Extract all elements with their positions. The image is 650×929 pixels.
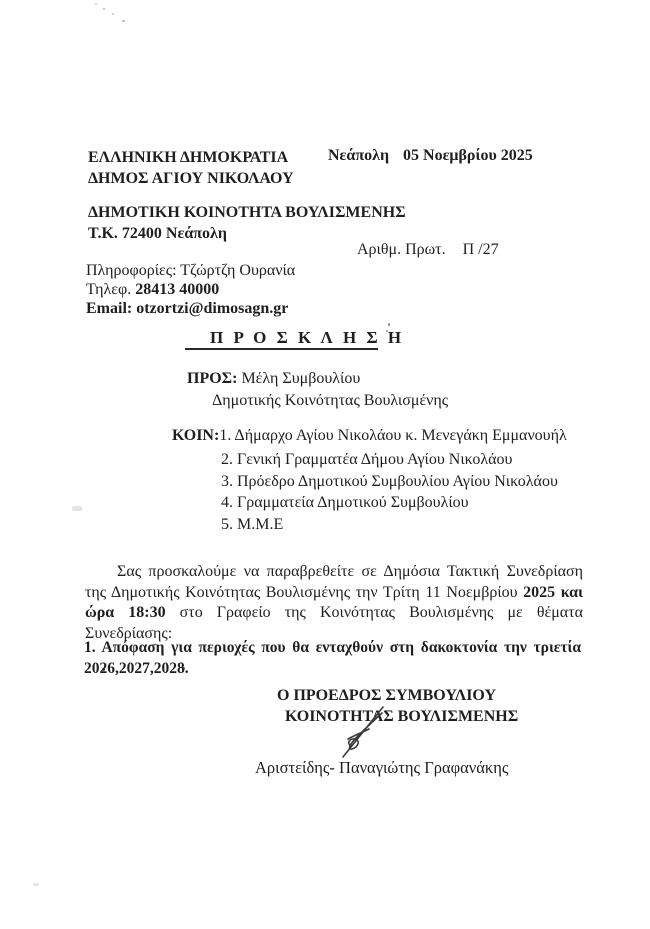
to-recipient-line2: Δημοτικής Κοινότητας Βουλισμένης <box>212 391 449 409</box>
phone-label: Τηλεφ. <box>86 281 132 298</box>
cc-label: ΚΟΙΝ: <box>172 427 220 444</box>
invitation-text-part2: στο Γραφείο της Κοινότητας Βουλισμένης με θέματα Συνεδρίασης: <box>85 604 584 642</box>
scan-artifact <box>72 506 82 511</box>
cc-item: 5. Μ.Μ.Ε <box>221 515 284 533</box>
letterhead <box>88 147 294 189</box>
scan-artifact <box>388 323 390 326</box>
contact-block <box>86 261 295 318</box>
contact-info-line: Πληροφορίες: Τζώρτζη Ουρανία <box>86 262 296 279</box>
signature-role-line1: Ο ΠΡΟΕΔΡΟΣ ΣΥΜΒΟΥΛΙΟΥ <box>277 687 497 704</box>
document-title: Π Ρ Ο Σ Κ Λ Η Σ Η <box>210 328 405 347</box>
protocol-line <box>357 241 499 259</box>
cc-item: 2. Γενική Γραμματέα Δήμου Αγίου Νικολάου <box>221 451 513 468</box>
scan-artifact <box>95 3 97 5</box>
to-recipient-line1: Μέλη Συμβουλίου <box>241 370 361 387</box>
date-value: 05 Νοεμβρίου 2025 <box>403 147 533 164</box>
cc-item: 3. Πρόεδρο Δημοτικού Συμβουλίου Αγίου Νικολάου <box>221 472 558 490</box>
cc-line1 <box>172 427 567 445</box>
invitation-paragraph <box>85 562 583 644</box>
scan-artifact <box>33 883 39 886</box>
to-line1 <box>187 368 448 390</box>
title-underline <box>185 348 378 350</box>
scan-artifact <box>122 20 125 22</box>
phone-value: 28413 40000 <box>135 281 220 298</box>
date-line <box>328 147 533 165</box>
department-name: ΔΗΜΟΤΙΚΗ ΚΟΙΝΟΤΗΤΑ ΒΟΥΛΙΣΜΕΝΗΣ <box>88 204 406 221</box>
scan-artifact <box>112 13 114 15</box>
to-block <box>187 368 448 411</box>
invitation-text-bold: 2025 και ώρα 18:30 <box>85 583 584 621</box>
signature-role <box>277 686 518 727</box>
signature-role-line2: ΚΟΙΝΟΤΗΤΑΣ ΒΟΥΛΙΣΜΕΝΗΣ <box>285 707 519 725</box>
protocol-label: Αριθμ. Πρωτ. <box>357 241 446 258</box>
to-label: ΠΡΟΣ: <box>187 370 238 387</box>
agenda-item-1: 1. Απόφαση για περιοχές που θα ενταχθούν στη δακοκτονία την τριετία 2026,2027,2028. <box>84 639 581 677</box>
department-block <box>88 203 406 244</box>
email-line: Email: otzortzi@dimosagn.gr <box>86 300 289 317</box>
cc-list <box>221 449 558 535</box>
phone-line <box>86 280 295 299</box>
org-name-line2: ΔΗΜΟΣ ΑΓΙΟΥ ΝΙΚΟΛΑΟΥ <box>88 170 294 187</box>
invitation-text-part1: Σας προσκαλούμε να παραβρεθείτε σε Δημόσια Τακτική Συνεδρίαση της Δημοτικής Κοινότητας Βουλισμένης την Τρίτη 11 Νοεμβρίου <box>85 563 583 601</box>
org-name-line1: ΕΛΛΗΝΙΚΗ ΔΗΜΟΚΡΑΤΙΑ <box>88 149 289 166</box>
signer-name: Αριστείδης- Παναγιώτης Γραφανάκης <box>255 758 509 777</box>
date-place: Νεάπολη <box>328 147 390 164</box>
signature-scribble <box>337 702 392 762</box>
cc-item: 1. Δήμαρχο Αγίου Νικολάου κ. Μενεγάκη Εμμανουήλ <box>219 427 567 444</box>
cc-item: 4. Γραμματεία Δημοτικού Συμβουλίου <box>221 494 469 511</box>
protocol-value: Π /27 <box>462 241 499 258</box>
postal-line: Τ.Κ. 72400 Νεάπολη <box>88 224 227 242</box>
scan-artifact <box>103 8 105 10</box>
